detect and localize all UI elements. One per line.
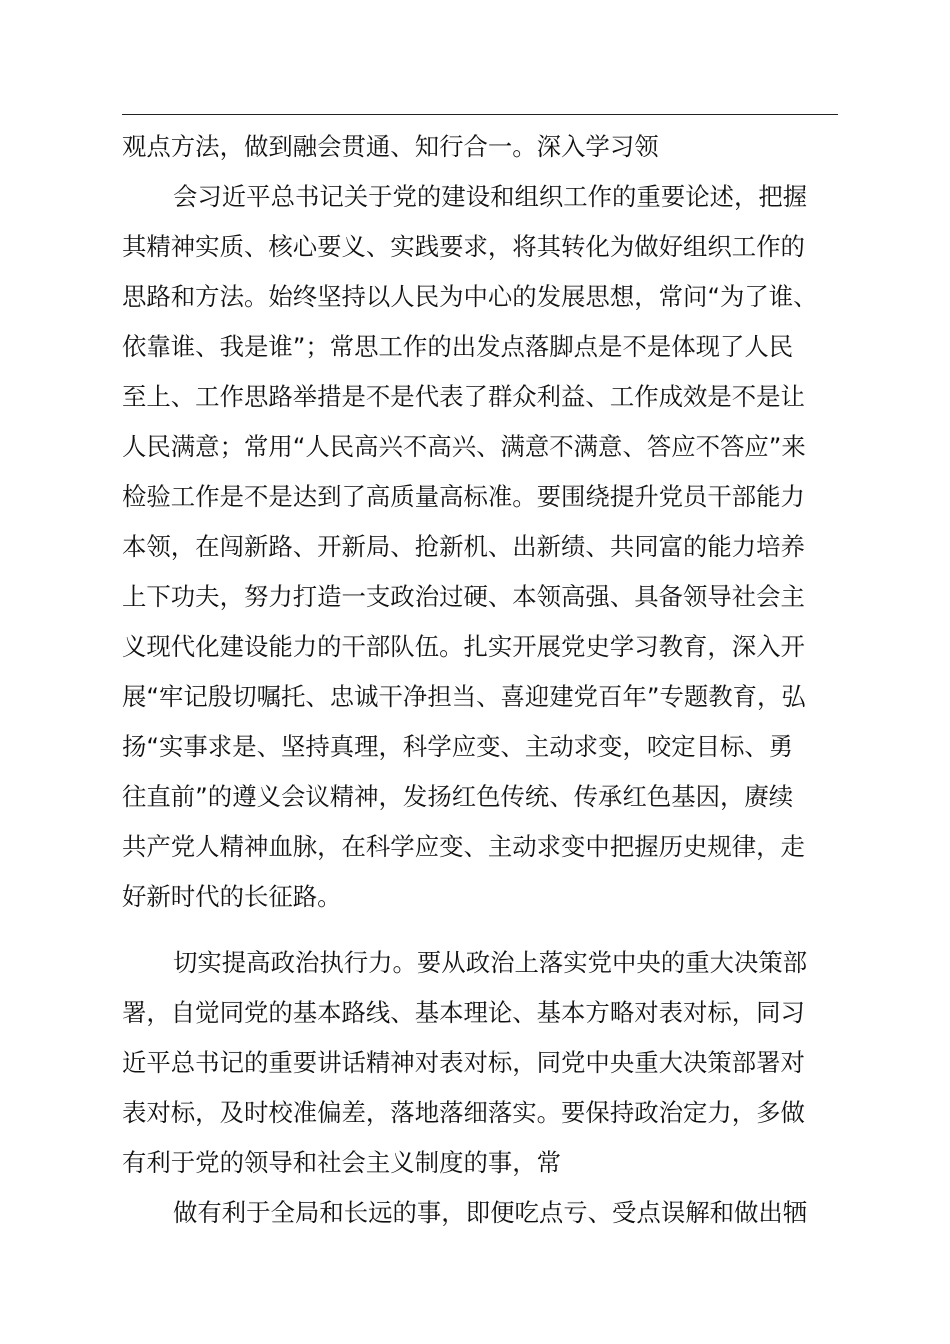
text-line: 人民满意；常用“人民高兴不高兴、满意不满意、答应不答应”来 bbox=[122, 432, 806, 461]
body-text bbox=[122, 122, 838, 1238]
text-line: 共产党人精神血脉，在科学应变、主动求变中把握历史规律，走 bbox=[122, 832, 805, 861]
text-line: 近平总书记的重要讲话精神对表对标，同党中央重大决策部署对 bbox=[122, 1048, 805, 1077]
header-rule bbox=[122, 114, 838, 115]
text-line: 展“牢记殷切嘱托、忠诚干净担当、喜迎建党百年”专题教育，弘 bbox=[122, 682, 806, 711]
text-line: 做有利于全局和长远的事，即便吃点亏、受点误解和做出牺 bbox=[173, 1198, 808, 1227]
text-line: 思路和方法。始终坚持以人民为中心的发展思想，常问“为了谁、 bbox=[122, 282, 818, 311]
text-line: 义现代化建设能力的干部队伍。扎实开展党史学习教育，深入开 bbox=[122, 632, 805, 661]
text-line: 扬“实事求是、坚持真理，科学应变、主动求变，咬定目标、勇 bbox=[122, 732, 794, 761]
text-line: 会习近平总书记关于党的建设和组织工作的重要论述，把握 bbox=[173, 182, 808, 211]
text-line: 观点方法，做到融会贯通、知行合一。深入学习领 bbox=[122, 132, 659, 161]
text-line: 署，自觉同党的基本路线、基本理论、基本方略对表对标，同习 bbox=[122, 998, 805, 1027]
text-line: 本领，在闯新路、开新局、抢新机、出新绩、共同富的能力培养 bbox=[122, 532, 805, 561]
text-line: 依靠谁、我是谁”；常思工作的出发点落脚点是不是体现了人民 bbox=[122, 332, 794, 361]
text-line: 切实提高政治执行力。要从政治上落实党中央的重大决策部 bbox=[173, 948, 808, 977]
text-line: 其精神实质、核心要义、实践要求，将其转化为做好组织工作的 bbox=[122, 232, 805, 261]
text-line: 上下功夫，努力打造一支政治过硬、本领高强、具备领导社会主 bbox=[122, 582, 805, 611]
text-line: 检验工作是不是达到了高质量高标准。要围绕提升党员干部能力 bbox=[122, 482, 805, 511]
text-line: 往直前”的遵义会议精神，发扬红色传统、传承红色基因，赓续 bbox=[122, 782, 794, 811]
text-line: 至上、工作思路举措是不是代表了群众利益、工作成效是不是让 bbox=[122, 382, 805, 411]
paragraph-gap bbox=[122, 922, 838, 938]
text-line: 有利于党的领导和社会主义制度的事，常 bbox=[122, 1148, 562, 1177]
text-line: 好新时代的长征路。 bbox=[122, 882, 342, 911]
text-line: 表对标，及时校准偏差，落地落细落实。要保持政治定力，多做 bbox=[122, 1098, 805, 1127]
